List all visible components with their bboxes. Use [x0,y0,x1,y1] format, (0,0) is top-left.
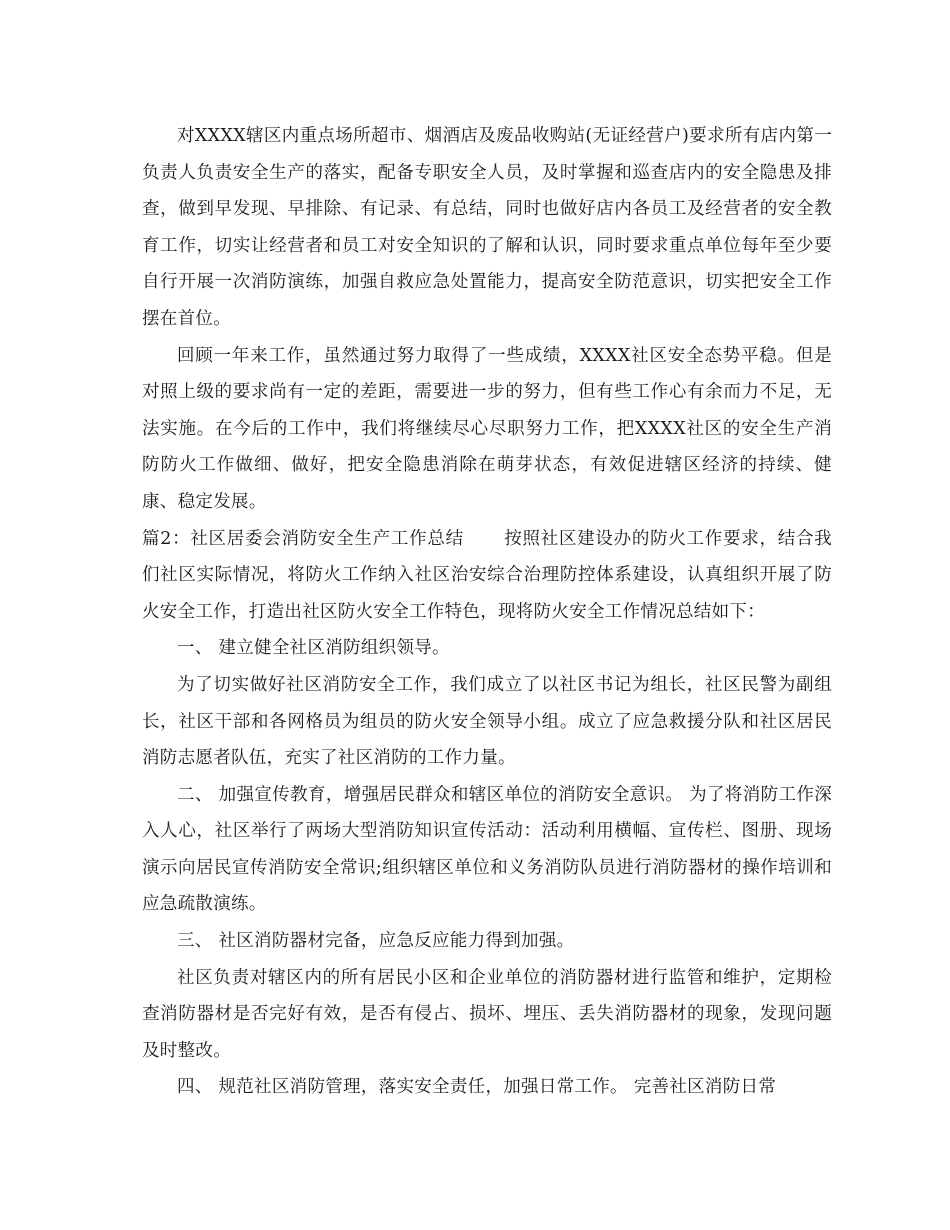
section-intro: 按照社区建设办的防火工作要求，结合我们社区实际情况，将防火工作纳入社区治安综合治理防控体系建设，认真组织开展了防火安全工作，打造出社区防火安全工作特色，现将防火安全工作情况总结如下： [142,528,832,622]
item-2-heading: 二、 加强宣传教育，增强居民群众和辖区单位的消防安全意识。 为了将消防工作深入人心，社区举行了两场大型消防知识宣传活动：活动利用横幅、宣传栏、图册、现场演示向居民宣传消防安全常识;组织辖区单位和义务消防队员进行消防器材的操作培训和应急疏散演练。 [142,784,832,915]
paragraph-1: 对XXXX辖区内重点场所超市、烟酒店及废品收购站(无证经营户)要求所有店内第一负责人负责安全生产的落实，配备专职安全人员，及时掌握和巡查店内的安全隐患及排查，做到早发现、早排除、有记录、有总结，同时也做好店内各员工及经营者的安全教育工作，切实让经营者和员工对安全知识的了解和认识，同时要求重点单位每年至少要自行开展一次消防演练，加强自救应急处置能力，提高安全防范意识，切实把安全工作摆在首位。 [142,126,832,329]
paragraph-2: 回顾一年来工作，虽然通过努力取得了一些成绩，XXXX社区安全态势平稳。但是对照上级的要求尚有一定的差距，需要进一步的努力，但有些工作心有余而力不足，无法实施。在今后的工作中，我们将继续尽心尽职努力工作，把XXXX社区的安全生产消防防火工作做细、做好，把安全隐患消除在萌芽状态，有效促进辖区经济的持续、健康、稳定发展。 [142,345,832,512]
item-4-heading: 四、 规范社区消防管理，落实安全责任，加强日常工作。 完善社区消防日常 [177,1077,777,1098]
section-paragraph [142,521,832,631]
section-title: 篇2：社区居委会消防安全生产工作总结 [142,528,464,549]
item-3-body: 社区负责对辖区内的所有居民小区和企业单位的消防器材进行监管和维护，定期检查消防器材是否完好有效，是否有侵占、损坏、埋压、丢失消防器材的现象，发现问题及时整改。 [142,967,832,1061]
item-1-heading: 一、 建立健全社区消防组织领导。 [177,638,450,659]
document-body [142,118,832,1106]
item-3-heading: 三、 社区消防器材完备，应急反应能力得到加强。 [177,931,575,952]
item-1-body: 为了切实做好社区消防安全工作，我们成立了以社区书记为组长，社区民警为副组长，社区干部和各网格员为组员的防火安全领导小组。成立了应急救援分队和社区居民消防志愿者队伍，充实了社区消防的工作力量。 [142,674,832,769]
